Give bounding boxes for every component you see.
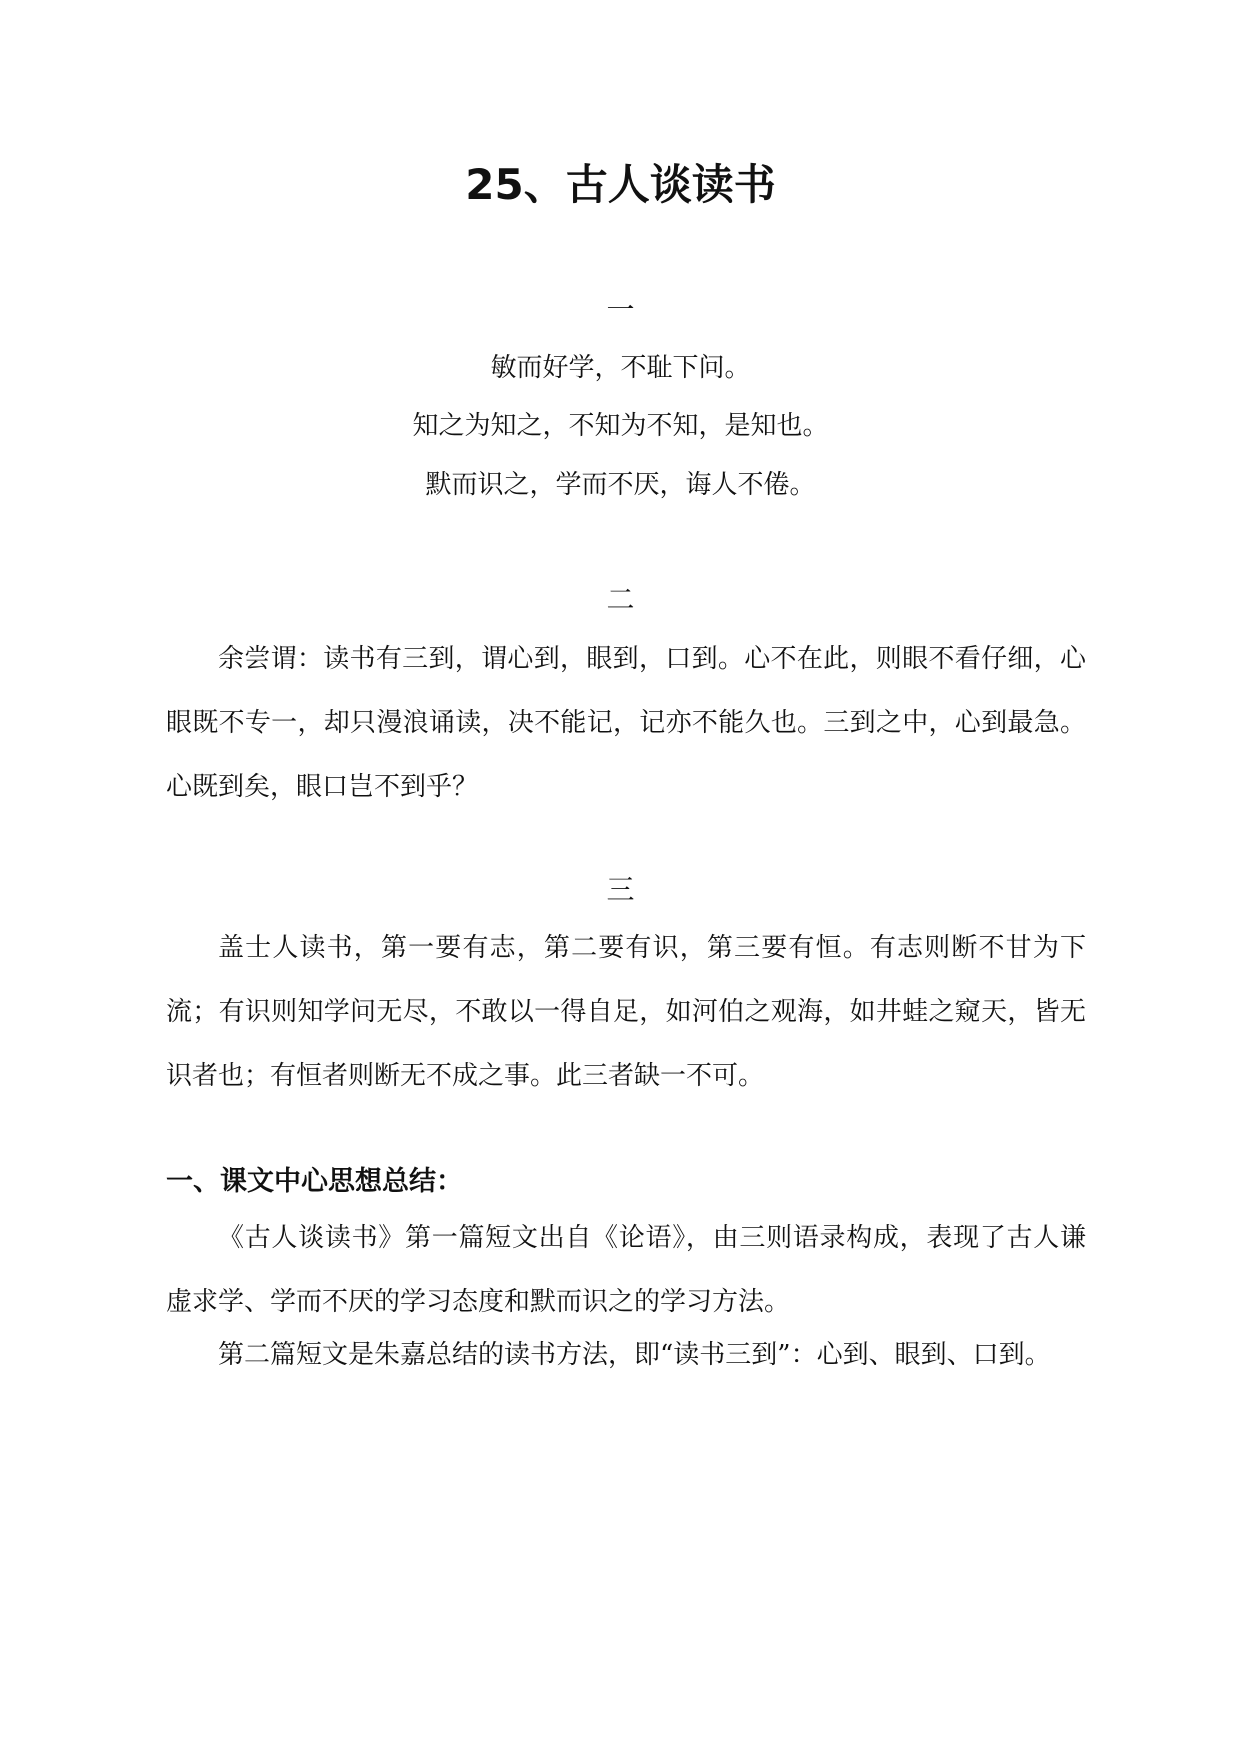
section-3-number: 三	[606, 873, 635, 906]
section-2-paragraph: 余尝谓：读书有三到，谓心到，眼到，口到。心不在此，则眼不看仔细，心眼既不专一，却只漫浪诵读，决不能记，记亦不能久也。三到之中，心到最急。心既到矣，眼口岂不到乎？	[166, 644, 1086, 802]
section-1-line-3: 默而识之，学而不厌，诲人不倦。	[425, 470, 816, 500]
section-1-number: 一	[606, 293, 635, 326]
summary-heading: 一、课文中心思想总结：	[166, 1166, 463, 1197]
summary-paragraph-2: 第二篇短文是朱嘉总结的读书方法，即“读书三到”：心到、眼到、口到。	[218, 1340, 1051, 1370]
section-2-number: 二	[606, 583, 635, 616]
section-1-line-1: 敏而好学，不耻下问。	[490, 353, 751, 383]
section-3-paragraph: 盖士人读书，第一要有志，第二要有识，第三要有恒。有志则断不甘为下流；有识则知学问无尽，不敢以一得自足，如河伯之观海，如井蛙之窥天，皆无识者也；有恒者则断无不成之事。此三者缺一不可。	[166, 933, 1086, 1091]
section-1-line-2: 知之为知之，不知为不知，是知也。	[412, 411, 829, 441]
document-title: 25、古人谈读书	[465, 160, 776, 209]
summary-paragraph-1: 《古人谈读书》第一篇短文出自《论语》，由三则语录构成，表现了古人谦虚求学、学而不厌的学习态度和默而识之的学习方法。	[166, 1223, 1086, 1317]
